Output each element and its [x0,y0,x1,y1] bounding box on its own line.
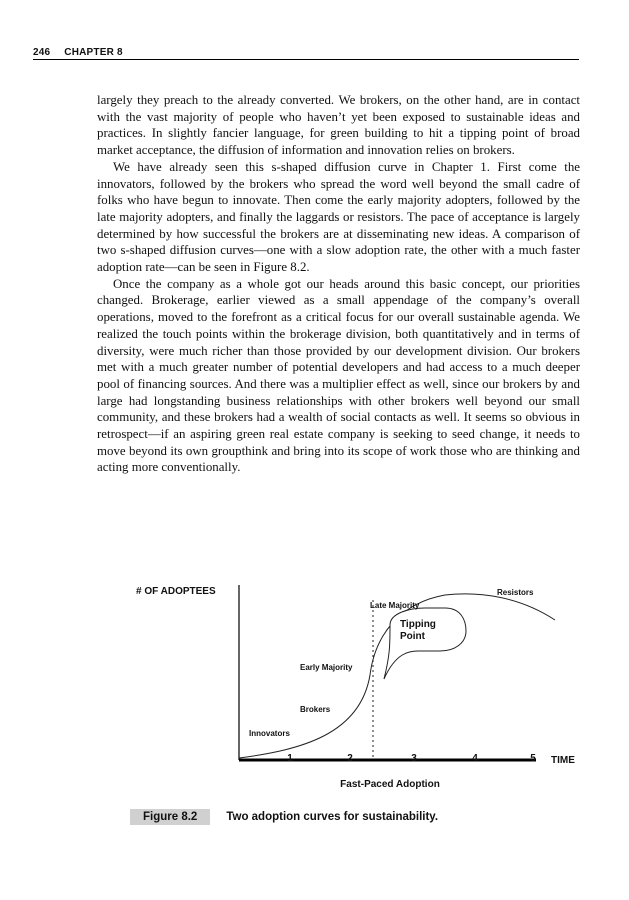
x-tick-3: 3 [411,753,417,764]
page-number: 246 [33,47,51,58]
y-axis-label: # OF ADOPTEES [136,586,216,597]
label-late-majority: Late Majority [370,601,420,610]
chapter-title: CHAPTER 8 [64,47,123,58]
label-resistors: Resistors [497,588,534,597]
paragraph-3: Once the company as a whole got our heads around this basic concept, our priorities changed. Brokerage, earlier viewed as a small appendage of the company’s overall operations, moved to the forefront as a critical focus for our overall sustainable agenda. We realized the touch points within the brokerage division, both quantitatively and in terms of diversity, were much richer than those provided by our development division. Our brokers met with a much greater number of potential developers and had access to a much deeper pool of financing sources. And there was a multiplier effect as well, since our brokers by and large had longstanding business relationships with other brokers well beyond our small community, and these brokers had a wealth of social contacts as well. It seems so obvious in retrospect—if an aspiring green real estate company is seeking to seed change, it needs to move beyond its own groupthink and bring into its scope of work those who are thinking and acting more conventionally. [97,276,580,475]
header-rule [33,59,579,60]
figure-8-2 [100,575,590,805]
body-text [97,92,580,476]
label-brokers: Brokers [300,705,331,714]
figure-caption [130,809,438,825]
paragraph-2: We have already seen this s-shaped diffusion curve in Chapter 1. First come the innovators, followed by the brokers who spread the word well beyond the small cadre of folks who have begun to innovate. Then come the early majority adopters, followed by the late majority adopters, and finally the laggards or resistors. The pace of acceptance is largely determined by how successful the brokers are at disseminating new ideas. A comparison of two s-shaped diffusion curves—one with a slow adoption rate, the other with a much faster adoption rate—can be seen in Figure 8.2. [97,159,580,275]
label-innovators: Innovators [249,729,290,738]
label-early-majority: Early Majority [300,663,353,672]
x-tick-4: 4 [472,753,478,764]
caption-text: Two adoption curves for sustainability. [226,811,439,823]
figure-number: Figure 8.2 [130,809,210,825]
x-tick-5: 5 [530,753,536,764]
x-tick-2: 2 [347,753,353,764]
paragraph-1: largely they preach to the already converted. We brokers, on the other hand, are in contact with the vast majority of people who haven’t yet been exposed to sustainable ideas and practices. In slightly fancier language, for green building to hit a tipping point of broad market acceptance, the diffusion of information and innovation relies on brokers. [97,93,580,158]
tipping-label-line2: Point [400,631,425,642]
tipping-label-line1: Tipping [400,619,436,630]
adoption-curve-diagram [100,575,590,805]
x-axis-title: Fast-Paced Adoption [340,779,440,790]
x-axis-label: TIME [551,755,575,766]
x-tick-1: 1 [287,753,293,764]
running-head [33,47,123,58]
